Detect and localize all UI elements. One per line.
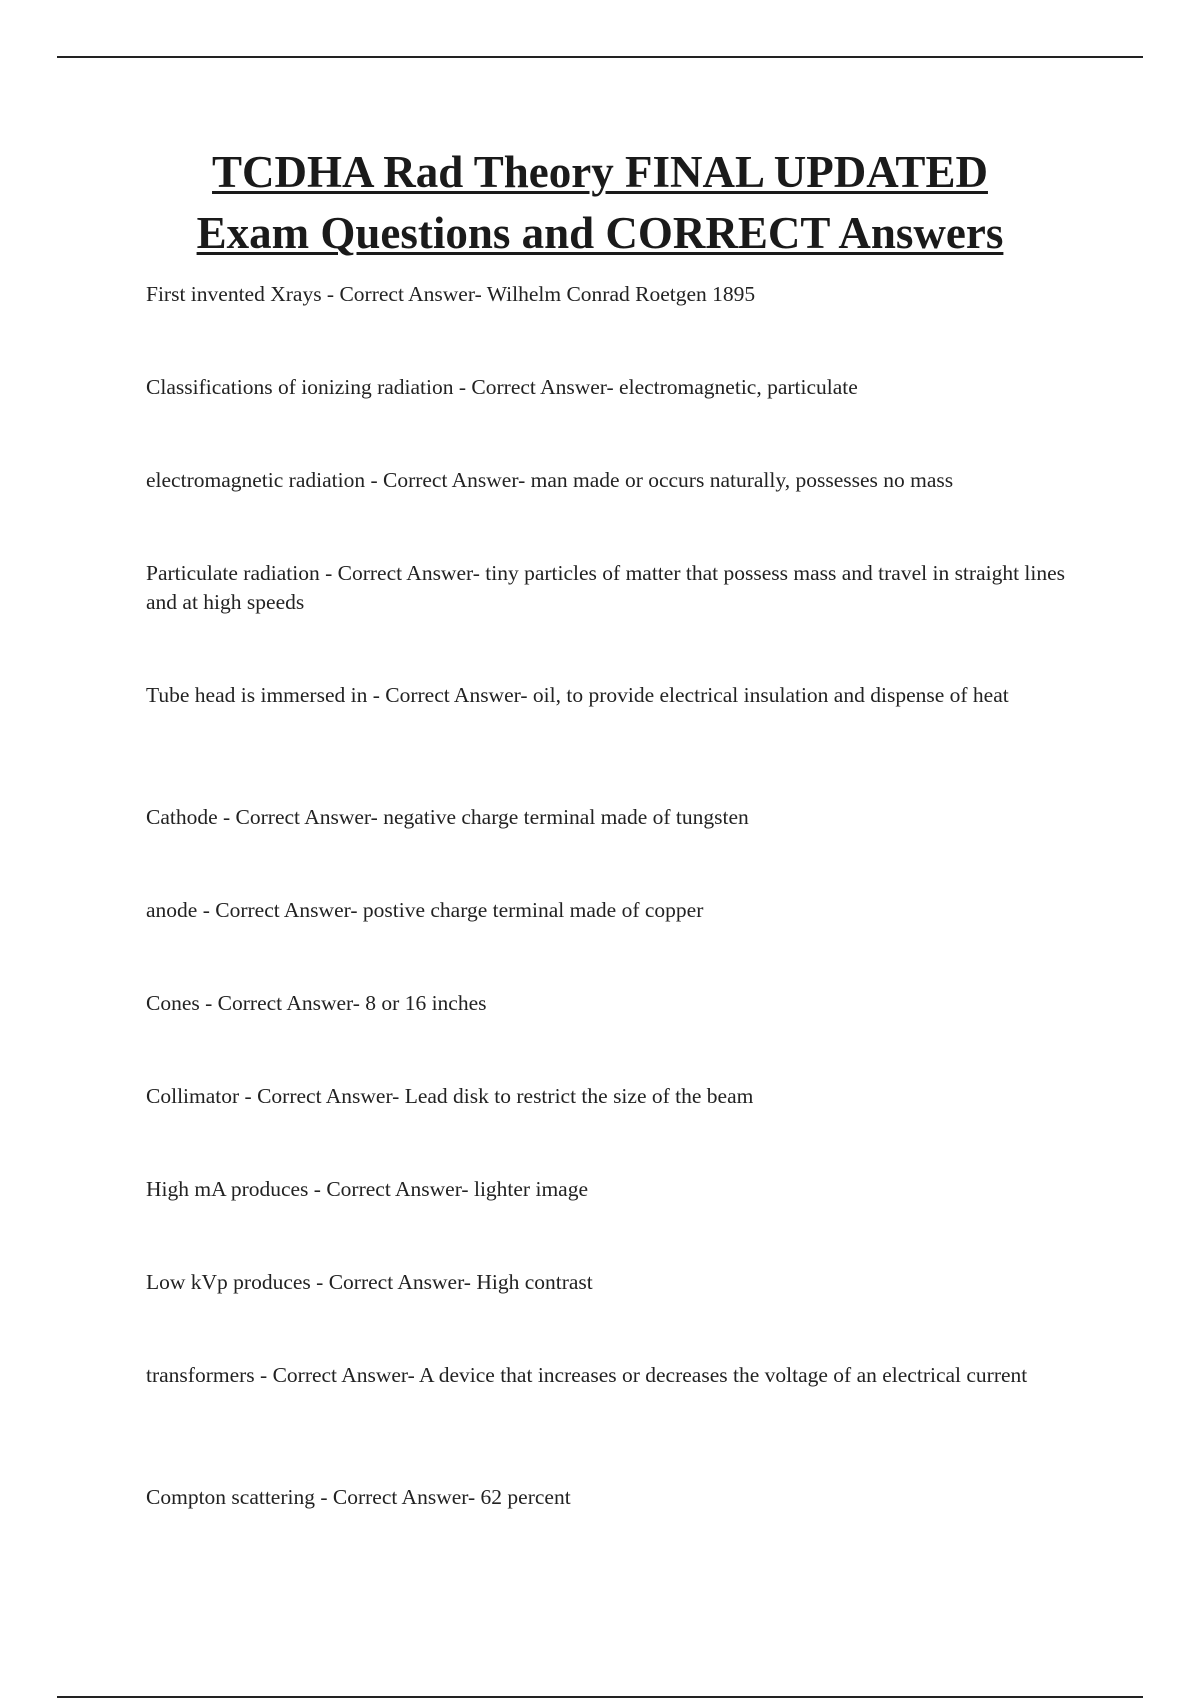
qa-entry: Collimator - Correct Answer- Lead disk to restrict the size of the beam bbox=[146, 1084, 754, 1108]
qa-entry: Tube head is immersed in - Correct Answer- oil, to provide electrical insulation and dispense of heat bbox=[146, 683, 1009, 707]
qa-entry: First invented Xrays - Correct Answer- Wilhelm Conrad Roetgen 1895 bbox=[146, 282, 756, 306]
qa-entry: Particulate radiation - Correct Answer- tiny particles of matter that possess mass and travel in straight lines and at high speeds bbox=[146, 561, 1066, 614]
qa-list bbox=[146, 280, 1066, 1576]
qa-entry: anode - Correct Answer- postive charge terminal made of copper bbox=[146, 898, 704, 922]
document-title bbox=[100, 142, 1100, 264]
qa-entry: Cathode - Correct Answer- negative charge terminal made of tungsten bbox=[146, 805, 749, 829]
qa-entry: transformers - Correct Answer- A device that increases or decreases the voltage of an electrical current bbox=[146, 1363, 1028, 1387]
top-divider bbox=[57, 56, 1143, 58]
qa-entry: Cones - Correct Answer- 8 or 16 inches bbox=[146, 991, 487, 1015]
qa-entry: Classifications of ionizing radiation - Correct Answer- electromagnetic, particulate bbox=[146, 375, 858, 399]
qa-entry: Low kVp produces - Correct Answer- High contrast bbox=[146, 1270, 593, 1294]
bottom-divider bbox=[57, 1696, 1143, 1698]
title-line-2: Exam Questions and CORRECT Answers bbox=[196, 208, 1004, 258]
qa-entry: High mA produces - Correct Answer- lighter image bbox=[146, 1177, 588, 1201]
title-line-1: TCDHA Rad Theory FINAL UPDATED bbox=[212, 147, 988, 197]
qa-entry: electromagnetic radiation - Correct Answer- man made or occurs naturally, possesses no mass bbox=[146, 468, 954, 492]
qa-entry: Compton scattering - Correct Answer- 62 percent bbox=[146, 1485, 571, 1509]
